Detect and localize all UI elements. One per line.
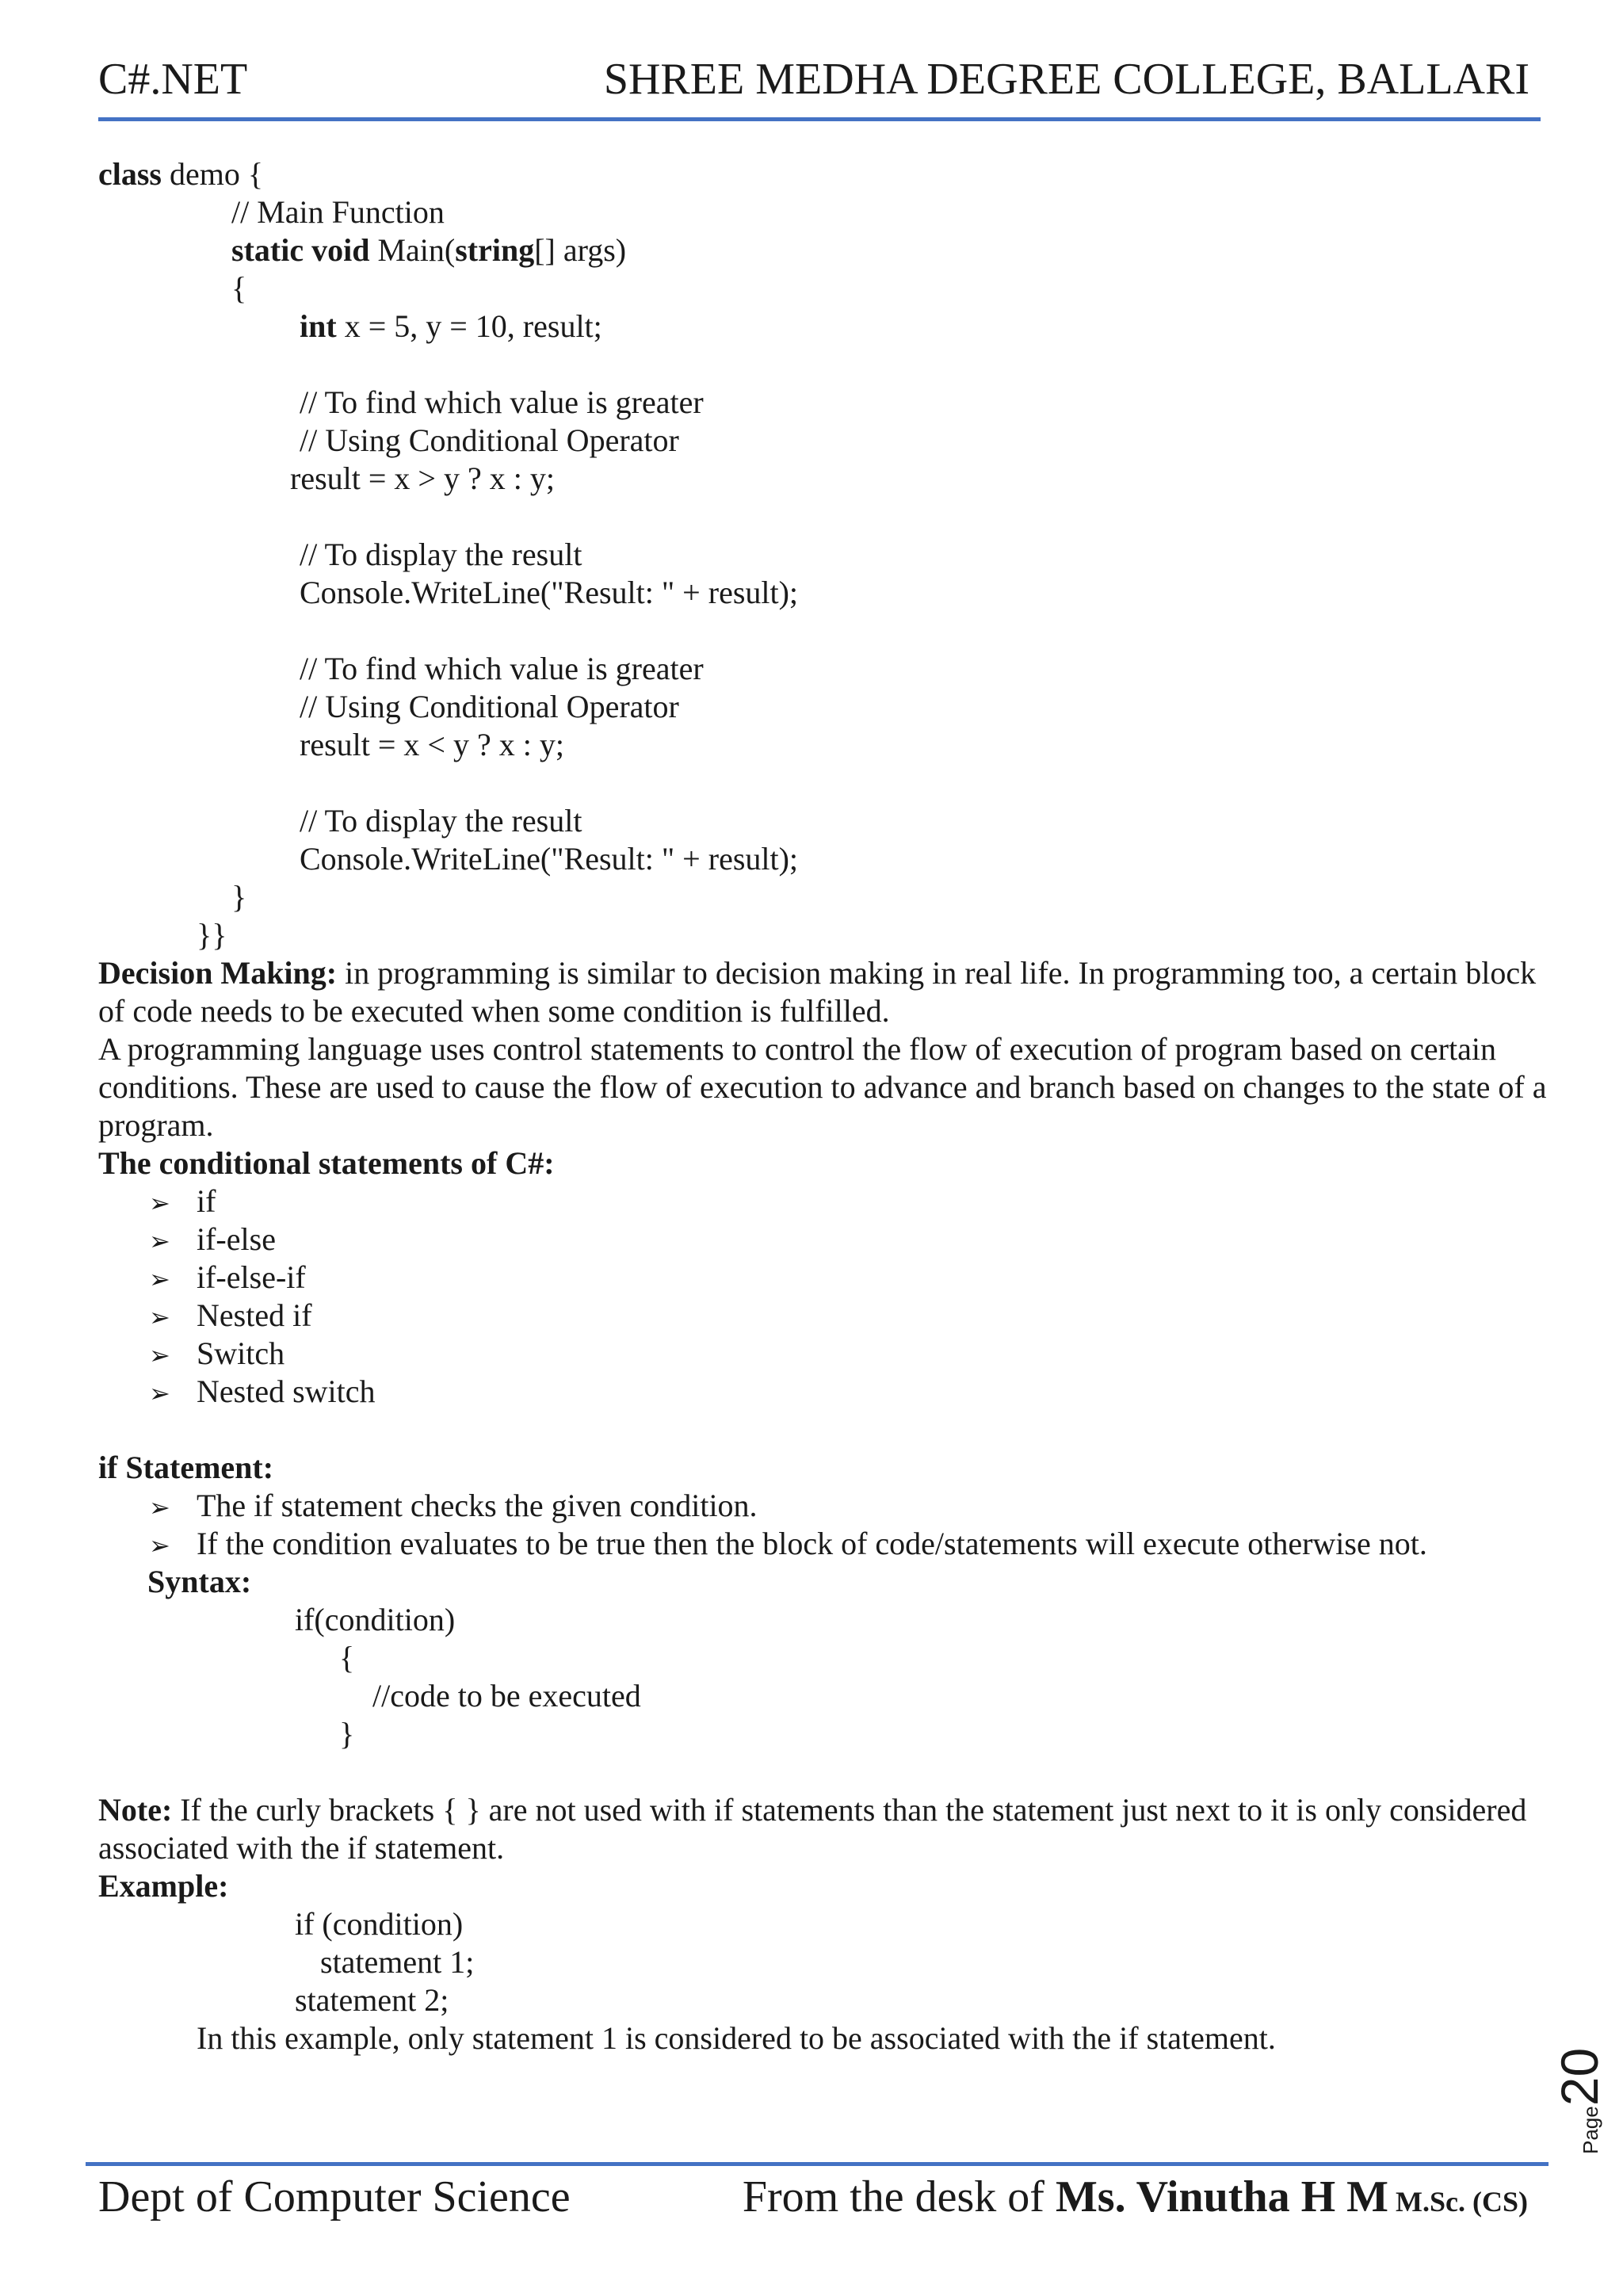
arrow-bullet-icon: ➢ [149, 1227, 170, 1255]
header-right: SHREE MEDHA DEGREE COLLEGE, BALLARI [603, 55, 1529, 104]
decision-paragraph-1: Decision Making: in programming is similar to decision making in real life. In programming too, a certain block of code needs to be executed when some condition is fulfilled. [98, 955, 1537, 1029]
code-line-8: result = x > y ? x : y; [290, 460, 555, 496]
list-item: ➢ If the condition evaluates to be true then the block of code/statements will execute otherwise not. [149, 1525, 1427, 1564]
example-line-3: statement 2; [295, 1982, 449, 2018]
page-word: Page [1579, 2106, 1602, 2154]
footer-left: Dept of Computer Science [98, 2172, 571, 2222]
code-line-2: // Main Function [231, 194, 445, 230]
header-left: C#.NET [98, 55, 248, 104]
code-line-5: int x = 5, y = 10, result; [300, 308, 602, 344]
example-label: Example: [98, 1868, 229, 1904]
code-line-11: // To find which value is greater [300, 651, 704, 686]
note-paragraph: Note: If the curly brackets { } are not used with if statements than the statement just next to it is only considered associated with the if statement. [98, 1792, 1527, 1866]
code-line-7: // Using Conditional Operator [300, 422, 679, 458]
code-line-15: Console.WriteLine("Result: " + result); [300, 841, 799, 877]
decision-paragraph-2: A programming language uses control statements to control the flow of execution of program based on certain conditions. These are used to cause the flow of execution to advance and branch based on changes to the state of a program. [98, 1031, 1547, 1143]
syntax-line-2: { [339, 1640, 355, 1675]
arrow-bullet-icon: ➢ [149, 1341, 170, 1370]
syntax-label: Syntax: [147, 1564, 252, 1599]
code-line-14: // To display the result [300, 803, 582, 839]
conditional-heading: The conditional statements of C#: [98, 1145, 555, 1181]
footer-right: From the desk of Ms. Vinutha H M M.Sc. (CS) [742, 2172, 1528, 2222]
page-number-value: 20 [1550, 2047, 1609, 2107]
code-line-9: // To display the result [300, 537, 582, 572]
syntax-line-1: if(condition) [295, 1602, 456, 1637]
list-item: ➢ if-else [149, 1221, 276, 1260]
list-item: ➢ if [149, 1182, 216, 1222]
arrow-bullet-icon: ➢ [149, 1189, 170, 1217]
code-line-4: { [231, 270, 247, 306]
code-line-17: }} [197, 917, 227, 953]
footer-rule [86, 2162, 1549, 2166]
example-note: In this example, only statement 1 is considered to be associated with the if statement. [197, 2020, 1276, 2056]
example-line-2: statement 1; [320, 1944, 475, 1980]
code-line-16: } [231, 879, 247, 915]
if-statement-heading: if Statement: [98, 1450, 274, 1485]
arrow-bullet-icon: ➢ [149, 1531, 170, 1560]
code-line-13: result = x < y ? x : y; [300, 727, 564, 762]
code-line-3: static void Main(string[] args) [231, 232, 627, 268]
syntax-line-4: } [339, 1716, 355, 1752]
list-item: ➢ Switch [149, 1335, 285, 1374]
code-line-1: class demo { [98, 156, 264, 192]
list-item: ➢ Nested if [149, 1297, 312, 1336]
example-line-1: if (condition) [295, 1906, 464, 1942]
arrow-bullet-icon: ➢ [149, 1303, 170, 1331]
list-item: ➢ Nested switch [149, 1373, 376, 1412]
page-number [1549, 2035, 1613, 2154]
arrow-bullet-icon: ➢ [149, 1493, 170, 1522]
list-item: ➢ The if statement checks the given condition. [149, 1487, 758, 1526]
arrow-bullet-icon: ➢ [149, 1379, 170, 1408]
code-line-12: // Using Conditional Operator [300, 689, 679, 724]
code-line-10: Console.WriteLine("Result: " + result); [300, 575, 799, 610]
arrow-bullet-icon: ➢ [149, 1265, 170, 1293]
list-item: ➢ if-else-if [149, 1259, 306, 1298]
header-rule [98, 117, 1541, 121]
code-line-6: // To find which value is greater [300, 384, 704, 420]
syntax-line-3: //code to be executed [372, 1678, 641, 1713]
